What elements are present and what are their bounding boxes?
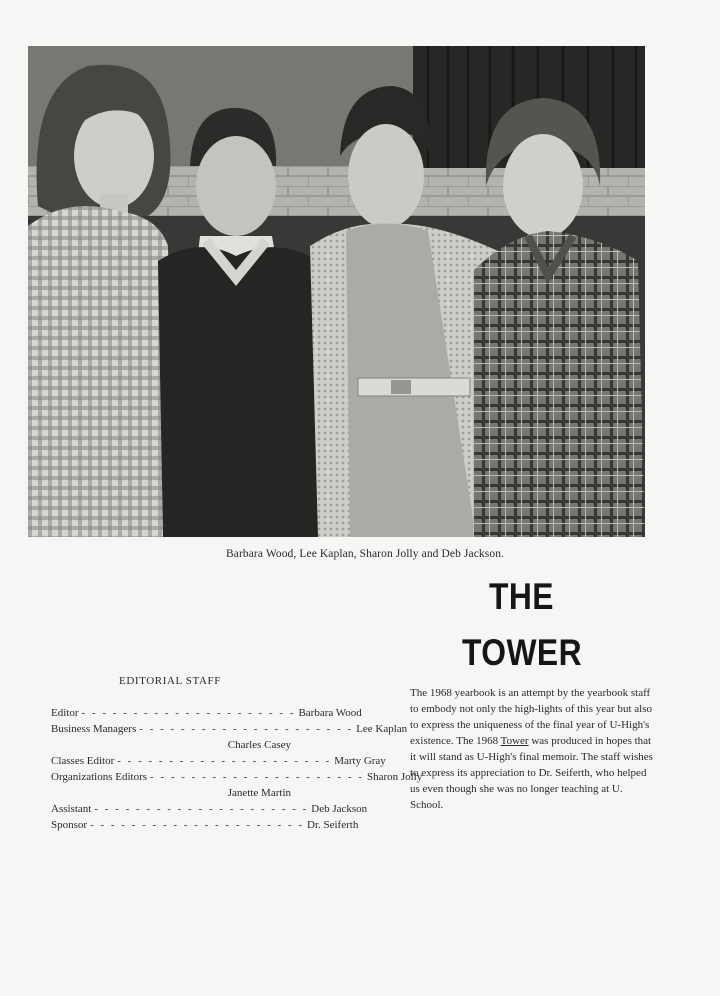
staff-row [51,705,362,721]
leader-dots: - - - - - - - - - - - - - - - - - - - - - [117,755,332,767]
staff-name: Dr. Seiferth [307,819,359,831]
staff-row [51,753,386,769]
title-line-1: THE [489,576,554,617]
leader-dots: - - - - - - - - - - - - - - - - - - - - - [81,707,296,719]
staff-name: Lee Kaplan [356,723,408,735]
staff-name: Sharon Jolly [366,771,423,783]
staff-row [51,721,408,737]
staff-row [51,769,423,785]
leader-dots: - - - - - - - - - - - - - - - - - - - - - [150,771,364,783]
photo-caption: Barbara Wood, Lee Kaplan, Sharon Jolly and Deb Jackson. [225,548,505,560]
staff-row [51,817,359,833]
leader-dots: - - - - - - - - - - - - - - - - - - - - - [139,723,354,735]
intro-tower-underlined: Tower [500,735,529,747]
intro-text-2: was produced in hopes that it will stand as U-High's final memoir. The staff wishes to express its appreciation to Dr. Seiferth, who helped us even though she was no longer teaching at U. School. [410,735,653,811]
staff-row [51,801,368,817]
staff-name: Marty Gray [334,755,386,767]
staff-group-photo [28,46,645,537]
staff-role: Business Managers [51,723,137,735]
staff-role: Organizations Editors [51,771,148,783]
leader-dots: - - - - - - - - - - - - - - - - - - - - - [94,803,309,815]
staff-name: Barbara Wood [298,707,362,719]
staff-name: Deb Jackson [311,803,368,815]
intro-paragraph [410,685,658,813]
staff-row [51,737,291,753]
staff-role: Editor [51,707,79,719]
leader-dots: - - - - - - - - - - - - - - - - - - - - - [90,819,304,831]
staff-name: Charles Casey [227,739,291,751]
staff-list [51,705,423,833]
staff-role: Classes Editor [51,755,115,767]
title-line-2: TOWER [462,632,583,673]
staff-heading: EDITORIAL STAFF [119,675,221,687]
intro-text-1: The 1968 yearbook is an attempt by the yearbook staff to embody not only the high-lights of this year but also to express the uniqueness of the final year of U-High's existence. The 1968 [410,687,652,747]
staff-row [51,785,291,801]
staff-name: Janette Martin [227,787,291,799]
staff-role: Sponsor [51,819,88,831]
staff-role: Assistant [51,803,92,815]
